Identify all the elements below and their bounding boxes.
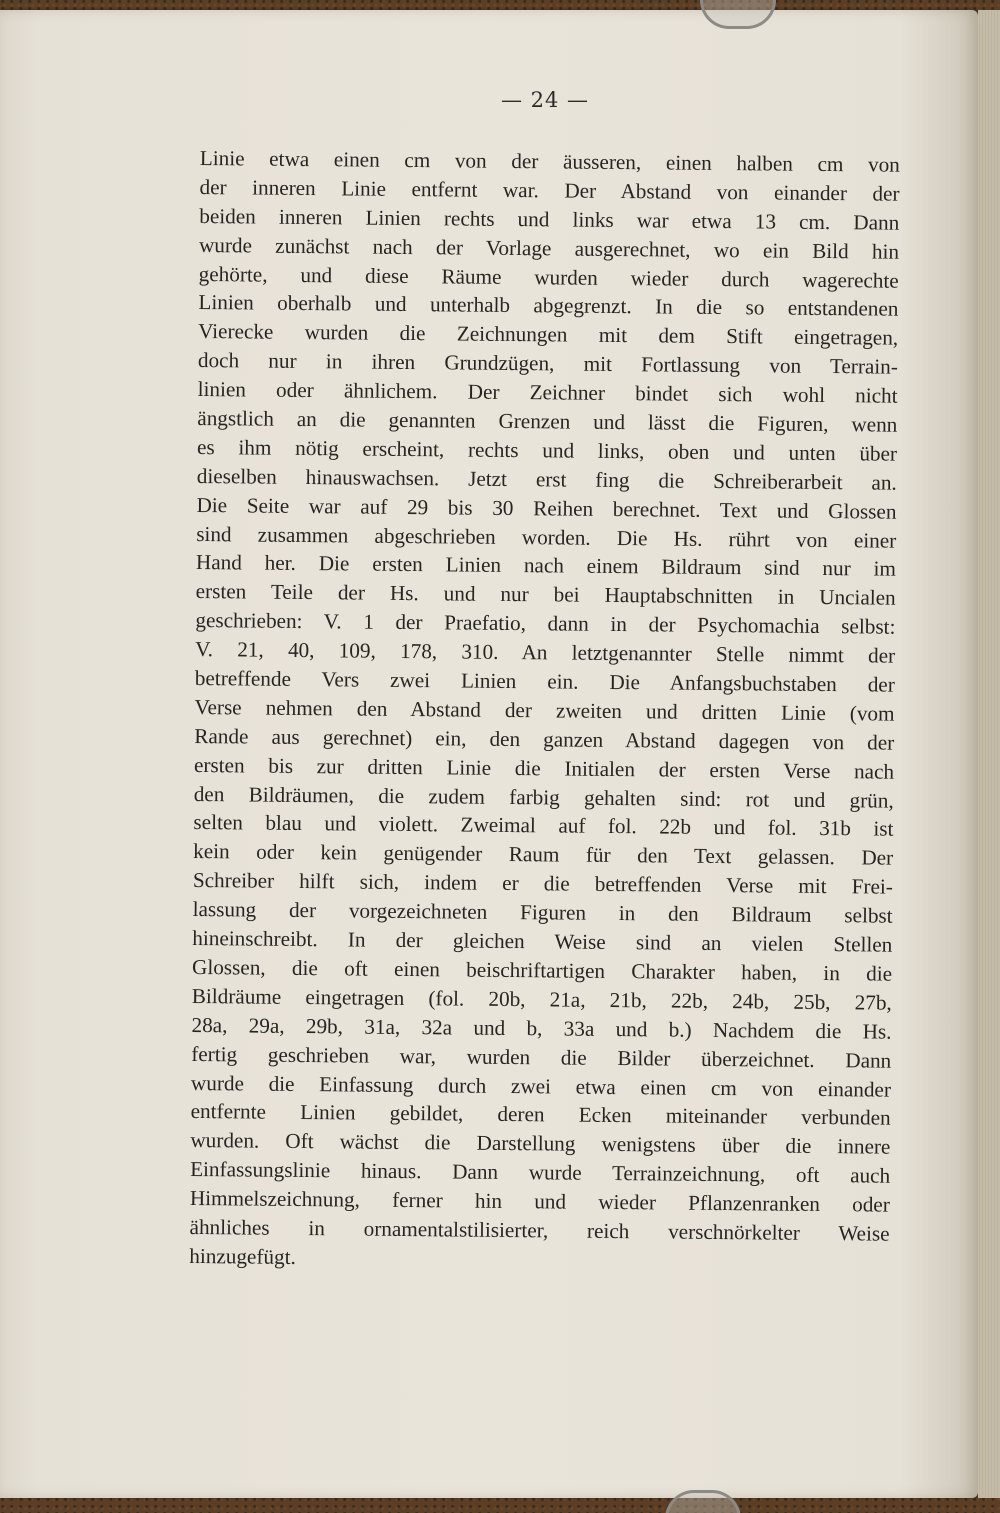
text-line: Glossen, die oft einen beischriftartigen Charakter haben, in die	[191, 954, 893, 986]
text-line: ängstlich an die genannten Grenzen und lässt die Figuren, wenn	[197, 406, 898, 437]
text-line: lassung der vorgezeichneten Figuren in den Bildraum selbst	[192, 897, 893, 928]
text-line: Verse nehmen den Abstand der zweiten und dritten Linie (vom	[194, 694, 895, 726]
body-paragraph	[189, 144, 900, 1277]
text-line: selten blau und violett. Zweimal auf fol. 22b und fol. 31b ist	[193, 810, 894, 842]
text-line: kein oder kein genügender Raum für den Text gelassen. Der	[193, 839, 894, 871]
text-line: doch nur in ihren Grundzügen, mit Fortlassung von Terrain-	[197, 348, 899, 379]
text-line: ähnliches in ornamentalstilisierter, reich verschnörkelter Weise	[189, 1214, 890, 1246]
text-line: Einfassungslinie hinaus. Dann wurde Terrainzeichnung, oft auch	[190, 1157, 891, 1188]
text-line: wurde die Einfassung durch zwei etwa einen cm von einander	[190, 1070, 892, 1102]
text-line: V. 21, 40, 109, 178, 310. An letztgenannter Stelle nimmt der	[195, 637, 896, 668]
text-line: Rande aus gerechnet) ein, den ganzen Abstand dagegen von der	[194, 723, 895, 755]
text-line: es ihm nötig erscheint, rechts und links, oben und unten über	[196, 434, 898, 466]
text-line: hinzugefügt.	[189, 1243, 296, 1269]
text-line: den Bildräumen, die zudem farbig gehalten sind: rot und grün,	[193, 781, 894, 813]
text-line: Die Seite war auf 29 bis 30 Reihen berechnet. Text und Glossen	[196, 492, 897, 524]
page-number: — 24 —	[500, 88, 590, 112]
page-edge-stack	[978, 10, 1000, 1498]
text-line: wurden. Oft wächst die Darstellung wenigstens über die innere	[190, 1128, 891, 1159]
text-line: gehörte, und diese Räume wurden wieder durch wagerechte	[198, 261, 899, 293]
text-line: dieselben hinauswachsen. Jetzt erst fing die Schreiberarbeit an.	[196, 463, 897, 495]
text-line: ersten bis zur dritten Linie die Initialen der ersten Verse nach	[193, 752, 895, 784]
text-line: Bildräume eingetragen (fol. 20b, 21a, 21b, 22b, 24b, 25b, 27b,	[191, 983, 892, 1015]
text-line: Himmelszeichnung, ferner hin und wieder Pflanzenranken oder	[189, 1186, 890, 1217]
text-line: ersten Teile der Hs. und nur bei Hauptabschnitten in Uncialen	[195, 579, 896, 611]
text-line: wurde zunächst nach der Vorlage ausgerechnet, wo ein Bild hin	[198, 232, 900, 264]
text-line: Hand her. Die ersten Linien nach einem Bildraum sind nur im	[195, 550, 897, 582]
text-line: geschrieben: V. 1 der Praefatio, dann in der Psychomachia selbst:	[195, 608, 896, 639]
text-line: beiden inneren Linien rechts und links war etwa 13 cm. Dann	[199, 203, 900, 235]
text-line: Linien oberhalb und unterhalb abgegrenzt. In die so entstandenen	[198, 290, 899, 322]
text-line: fertig geschrieben war, wurden die Bilder überzeichnet. Dann	[191, 1041, 892, 1073]
text-line: der inneren Linie entfernt war. Der Abstand von einander der	[199, 174, 900, 206]
text-line: hineinschreibt. In der gleichen Weise sind an vielen Stellen	[192, 926, 893, 957]
text-line: Linie etwa einen cm von der äusseren, einen halben cm von	[199, 145, 900, 177]
text-line: sind zusammen abgeschrieben worden. Die Hs. rührt von einer	[196, 521, 897, 553]
text-line: entfernte Linien gebildet, deren Ecken miteinander verbunden	[190, 1099, 891, 1131]
text-line: linien oder ähnlichem. Der Zeichner bindet sich wohl nicht	[197, 377, 898, 408]
text-line: Schreiber hilft sich, indem er die betreffenden Verse mit Frei-	[192, 868, 894, 899]
text-line: Vierecke wurden die Zeichnungen mit dem Stift eingetragen,	[198, 319, 899, 351]
text-line: 28a, 29a, 29b, 31a, 32a und b, 33a und b.) Nachdem die Hs.	[191, 1012, 892, 1044]
text-line: betreffende Vers zwei Linien ein. Die Anfangsbuchstaben der	[194, 666, 895, 697]
